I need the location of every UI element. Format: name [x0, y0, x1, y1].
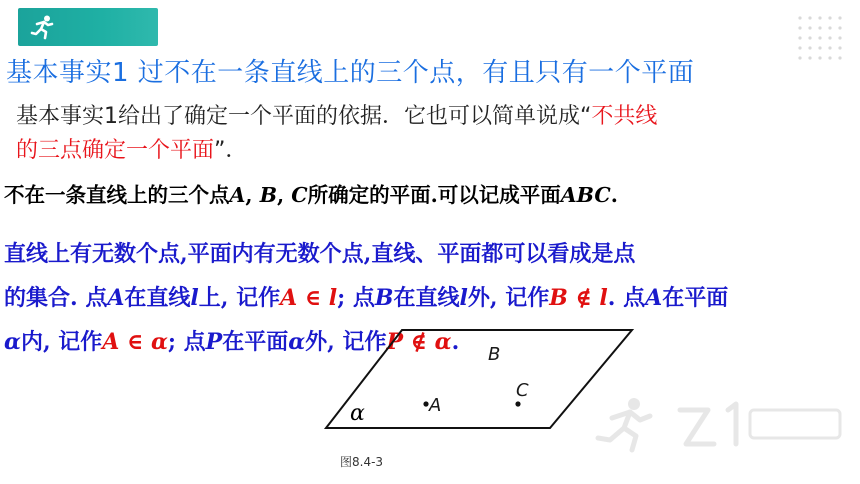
notation-text: ; 点	[337, 285, 375, 311]
plane-naming-statement	[4, 178, 618, 208]
point-label: A	[107, 285, 125, 311]
dot-grid-decoration	[796, 14, 848, 60]
watermark-logo	[590, 388, 850, 458]
statement-text: ,	[277, 183, 292, 207]
statement-text: 不在一条直线上的三个点	[4, 183, 230, 207]
notation-text: 在直线	[124, 285, 191, 311]
notation-text: 外, 记作	[467, 285, 550, 311]
point-label: B	[259, 183, 278, 207]
paragraph-text: ”．	[214, 138, 248, 163]
point-label: A	[645, 285, 663, 311]
paragraph-line-2	[16, 134, 657, 168]
highlight-text: 的三点确定一个平面	[16, 138, 215, 163]
point-A-label: A	[429, 395, 442, 416]
notation-line-2	[4, 276, 728, 320]
page-title: 基本事实1 过不在一条直线上的三个点，有且只有一个平面	[6, 58, 695, 88]
point-C-dot	[515, 401, 520, 406]
highlight-text: 不共线	[591, 104, 658, 129]
notation-text: ; 点	[167, 329, 206, 355]
point-label: C	[291, 183, 308, 207]
notation-text: . 点	[607, 285, 646, 311]
plane-alpha-label: α	[350, 401, 365, 426]
notation-line-1: 直线上有无数个点,平面内有无数个点,直线、平面都可以看成是点	[4, 241, 636, 267]
plane-label: α	[4, 329, 21, 355]
membership-expression: B ∉ l	[549, 285, 608, 311]
statement-text: 所确定的平面.可以记成平面	[307, 183, 561, 207]
point-A-dot	[423, 401, 428, 406]
plane-parallelogram	[326, 330, 632, 428]
notation-text: 在平面	[222, 329, 289, 355]
running-figure-icon	[30, 14, 56, 40]
point-label: P	[205, 329, 223, 355]
header-banner	[18, 8, 158, 46]
point-B-label: B	[488, 344, 501, 365]
membership-expression: P ∉ α	[386, 329, 452, 355]
figure-caption: 图8.4-3	[340, 455, 384, 469]
point-label: A	[229, 183, 246, 207]
notation-text: 的集合. 点	[4, 285, 108, 311]
membership-expression: A ∈ l	[280, 285, 338, 311]
notation-text: 在平面	[662, 285, 729, 311]
line-label: l	[459, 285, 468, 311]
notation-text: 内, 记作	[20, 329, 103, 355]
paragraph-basic-fact	[16, 100, 657, 168]
notation-text: 上, 记作	[198, 285, 281, 311]
line-label: l	[190, 285, 199, 311]
notation-text: .	[451, 329, 460, 355]
membership-expression: A ∈ α	[102, 329, 168, 355]
point-C-label: C	[516, 380, 529, 401]
plane-label: ABC	[560, 183, 611, 207]
point-label: B	[374, 285, 394, 311]
statement-text: .	[610, 183, 618, 207]
notation-text: 在直线	[393, 285, 460, 311]
paragraph-line-1	[16, 100, 657, 134]
plane-label: α	[288, 329, 306, 355]
notation-text: 外, 记作	[305, 329, 387, 355]
statement-text: ,	[245, 183, 260, 207]
paragraph-text: 基本事实1给出了确定一个平面的依据．它也可以简单说成“	[16, 104, 592, 129]
